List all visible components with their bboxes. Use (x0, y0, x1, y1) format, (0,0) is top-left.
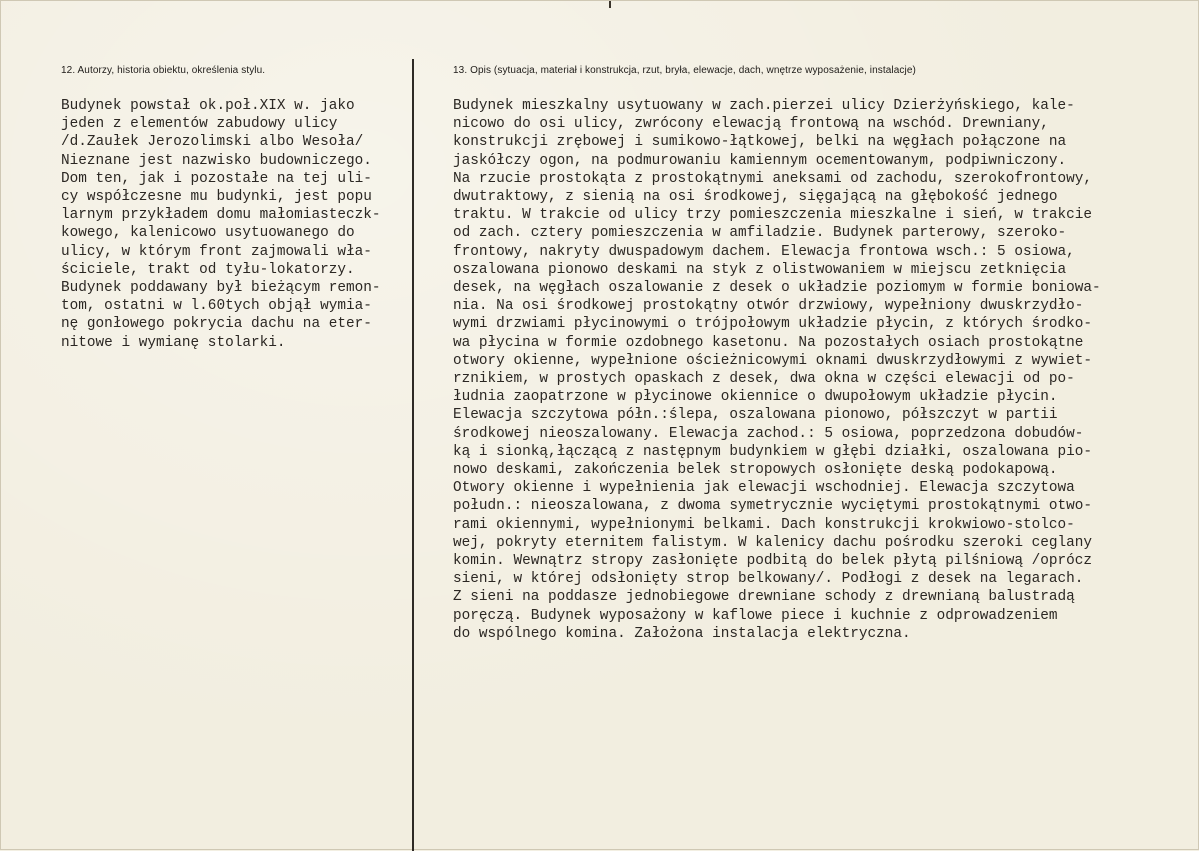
text-line: Budynek poddawany był bieżącym remon- (61, 280, 381, 297)
text-line: do wspólnego komina. Założona instalacja elektryczna. (453, 625, 911, 642)
text-line: frontowy, nakryty dwuspadowym dachem. Elewacja frontowa wsch.: 5 osiowa, (453, 243, 1075, 260)
text-line: wa płycina w formie ozdobnego kasetonu. Na pozostałych osiach prostokątne (453, 334, 1084, 351)
text-line: otwory okienne, wypełnione ościeżnicowymi oknami dwuskrzydłowymi z wywiet- (453, 352, 1093, 369)
text-line: desek, na węgłach oszalowanie z desek o układzie poziomym w formie boniowa- (453, 280, 1101, 297)
text-line: Dom ten, jak i pozostałe na tej uli- (61, 170, 372, 187)
text-line: cy współczesne mu budynki, jest popu (61, 189, 372, 206)
text-line: Nieznane jest nazwisko budowniczego. (61, 152, 372, 169)
text-line: poręczą. Budynek wyposażony w kaflowe piece i kuchnie z odprowadzeniem (453, 607, 1058, 624)
text-line: Na rzucie prostokąta z prostokątnymi aneksami od zachodu, szerokofrontowy, (453, 170, 1093, 187)
text-line: oszalowana pionowo deskami na styk z olistwowaniem w miejscu zetknięcia (453, 261, 1067, 278)
text-line: jaskółczy ogon, na podmurowaniu kamiennym ocementowanym, podpiwniczony. (453, 152, 1067, 169)
text-line: nę gonłowego pokrycia dachu na eter- (61, 316, 372, 333)
text-line: od zach. cztery pomieszczenia w amfiladzie. Budynek parterowy, szeroko- (453, 225, 1067, 242)
text-line: sieni, w której odsłonięty strop belkowany/. Podłogi z desek na legarach. (453, 571, 1084, 588)
text-line: ką i sionką,łączącą z następnym budynkiem w głębi działki, oszalowana pio- (453, 443, 1093, 460)
text-line: Elewacja szczytowa półn.:ślepa, oszalowana pionowo, półszczyt w partii (453, 407, 1058, 424)
text-line: tom, ostatni w l.60tych objął wymia- (61, 298, 372, 315)
text-line: nowo deskami, zakończenia belek stropowych osłonięte deską podokapową. (453, 462, 1058, 479)
text-line: rznikiem, w prostych opaskach z desek, dwa okna w części elewacji od po- (453, 371, 1075, 388)
text-line: wymi drzwiami płycinowymi o trójpołowym układzie płycin, z których środko- (453, 316, 1093, 333)
text-line: kowego, kalenicowo usytuowanego do (61, 225, 355, 242)
text-line: łudnia zaopatrzone w płycinowe okiennice o dwupołowym układzie płycin. (453, 389, 1058, 406)
text-line: ulicy, w którym front zajmowali wła- (61, 243, 372, 260)
text-line: nia. Na osi środkowej prostokątny otwór drzwiowy, wypełniony dwuskrzydło- (453, 298, 1084, 315)
text-line: nicowo do osi ulicy, zwrócony elewacją frontową na wschód. Drewniany, (453, 116, 1049, 133)
text-line: Budynek powstał ok.poł.XIX w. jako (61, 98, 355, 114)
description-text (453, 97, 1101, 643)
text-line: środkowej nieoszalowany. Elewacja zachod.: 5 osiowa, poprzedzona dobudów- (453, 425, 1084, 442)
text-line: /d.Zaułek Jerozolimski albo Wesoła/ (61, 134, 364, 151)
text-line: konstrukcji zrębowej i sumikowo-łątkowej, belki na węgłach połączone na (453, 134, 1067, 151)
column-divider (412, 59, 414, 851)
history-text (61, 97, 381, 352)
text-line: Otwory okienne i wypełnienia jak elewacji wschodniej. Elewacja szczytowa (453, 480, 1075, 497)
text-line: wej, pokryty eternitem falistym. W kalenicy dachu pośrodku szeroki ceglany (453, 534, 1093, 551)
text-line: ściciele, trakt od tyłu-lokatorzy. (61, 261, 355, 278)
text-line: Z sieni na poddasze jednobiegowe drewniane schody z drewnianą balustradą (453, 589, 1075, 606)
section-13-header: 13. Opis (sytuacja, materiał i konstrukcja, rzut, bryła, elewacje, dach, wnętrze wyposażenie, instalacje) (453, 65, 916, 76)
text-line: Budynek mieszkalny usytuowany w zach.pierzei ulicy Dzierżyńskiego, kale- (453, 98, 1075, 114)
text-line: połudn.: nieoszalowana, z dwoma symetrycznie wyciętymi prostokątnymi otwo- (453, 498, 1093, 515)
fold-tick-mark (609, 1, 611, 8)
text-line: dwutraktowy, z sienią na osi środkowej, sięgającą na głębokość jednego (453, 189, 1058, 206)
text-line: traktu. W trakcie od ulicy trzy pomieszczenia mieszkalne i sień, w trakcie (453, 207, 1093, 224)
text-line: larnym przykładem domu małomiasteczk- (61, 207, 381, 224)
text-line: jeden z elementów zabudowy ulicy (61, 116, 338, 133)
text-line: komin. Wewnątrz stropy zasłonięte podbitą do belek płytą pilśniową /oprócz (453, 553, 1093, 570)
text-line: nitowe i wymianę stolarki. (61, 334, 286, 351)
section-12-header: 12. Autorzy, historia obiektu, określenia stylu. (61, 65, 266, 76)
text-line: rami okiennymi, wypełnionymi belkami. Dach konstrukcji krokwiowo-stolco- (453, 516, 1075, 533)
